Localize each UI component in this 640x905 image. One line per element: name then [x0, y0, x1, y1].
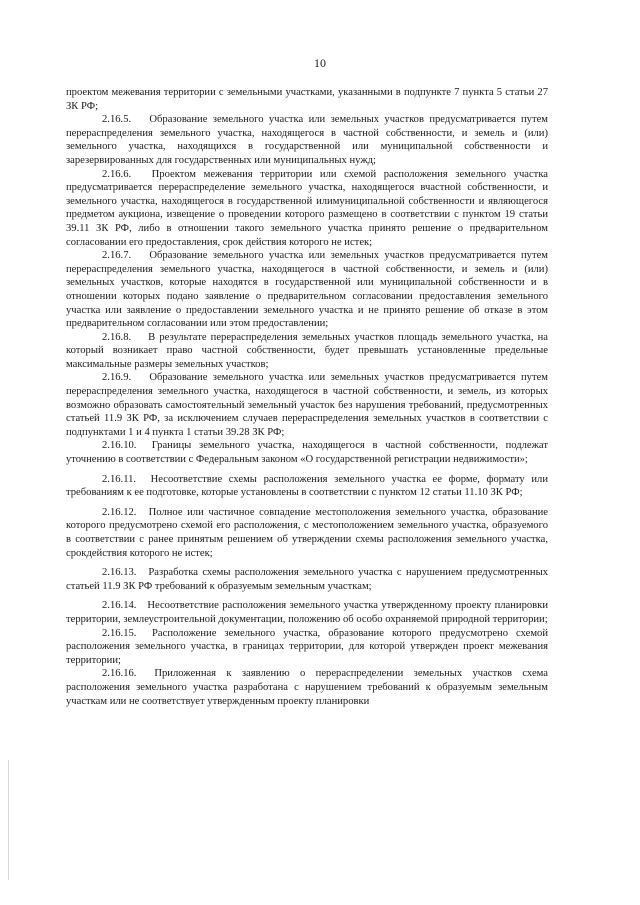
paragraph-number: 2.16.12. — [102, 506, 137, 518]
paragraph-number: 2.16.6. — [102, 168, 132, 180]
paragraph-text: проектом межевания территории с земельными участками, указанными в подпункте 7 пункта 5 статьи 27 ЗК РФ; — [66, 87, 548, 112]
paragraph-text: Несоответствие расположения земельного участка утвержденному проекту планировки территории, землеустроительной документации, положению об особо охраняемой природной территории; — [66, 600, 548, 625]
paragraph-2-16-12 — [66, 506, 548, 560]
paragraph-number: 2.16.13. — [102, 567, 137, 579]
paragraph-text: Образование земельного участка или земельных участков предусматривается путем перераспределения земельного участка, находящегося в частной собственности, и земель и (или) земельных участков, которые находятся в государственной или муниципальной собственности и в отношении которых подано заявление о предварительном согласовании предоставления земельного участка или заявление о предоставлении земельного участка и не принято решение об отказе в этом предварительном согласовании или этом предоставлении; — [66, 250, 548, 330]
paragraph-number: 2.16.11. — [102, 473, 137, 485]
paragraph-2-16-16 — [66, 667, 548, 708]
paragraph-number: 2.16.15. — [102, 627, 137, 639]
paragraph-number: 2.16.7. — [102, 250, 132, 262]
paragraph-2-16-7 — [66, 249, 548, 331]
paragraph-number: 2.16.9. — [102, 372, 132, 384]
paragraph-text: В результате перераспределения земельных участков площадь земельного участка, на который возникает право частной собственности, будет превышать установленные предельные максимальные размеры земельных участков; — [66, 331, 548, 370]
paragraph-text: Расположение земельного участка, образование которого предусмотрено схемой расположения земельного участка, в границах территории, для которой утвержден проект межевания территории; — [66, 627, 548, 666]
paragraph-text: Проектом межевания территории или схемой расположения земельного участка предусматривается перераспределение земельного участка, находящегося вчастной собственности, и земельного участка, находящегося в государственной илимуниципальной собственности и являющегося предметом аукциона, извещение о проведении которого размещено в соответствии с пунктом 19 статьи 39.11 ЗК РФ, либо в отношении такого земельного участка принято решение о предварительном согласовании его предоставления, срок действия которого не истек; — [66, 168, 549, 248]
paragraph-text: Разработка схемы расположения земельного участка с нарушением предусмотренных статьей 11.9 ЗК РФ требований к образуемым земельным участкам; — [66, 567, 549, 592]
paragraph-number: 2.16.8. — [102, 331, 132, 343]
paragraph-2-16-13 — [66, 566, 548, 593]
paragraph-2-16-10 — [66, 439, 548, 466]
paragraph-text: Образование земельного участка или земельных участков предусматривается путем перераспределения земельного участка, находящегося в частной собственности, и земель, из которых возможно образовать самостоятельный земельный участок без нарушения требований, предусмотренных статьей 11.9 ЗК РФ, за исключением случаев перераспределения земельных участков в соответствии с подпунктами 1 и 4 пункта 1 статьи 39.28 ЗК РФ; — [66, 372, 548, 438]
paragraph-number: 2.16.14. — [102, 600, 137, 612]
page-number: 10 — [314, 56, 326, 70]
scan-edge-line — [8, 760, 9, 880]
paragraph-2-16-14 — [66, 599, 548, 626]
paragraph-number: 2.16.10. — [102, 440, 137, 452]
paragraph-text: Полное или частичное совпадение местоположения земельного участка, образование которого предусмотрено схемой его расположения, с местоположением земельного участка, образуемого в соответствии с ранее принятым решением об утверждении схемы расположения земельного участка, срокдействия которого не истек; — [66, 506, 548, 559]
paragraph-2-16-9 — [66, 371, 548, 439]
paragraph-text: Образование земельного участка или земельных участков предусматривается путем перераспределения земельного участка, находящегося в частной собственности, и земель и (или) земельного участка, находящихся в государственной или муниципальной собственности и зарезервированных для государственных или муниципальных нужд; — [66, 114, 548, 166]
paragraph-number: 2.16.16. — [102, 668, 137, 680]
paragraph-2-16-15 — [66, 627, 548, 668]
paragraph-2-16-6 — [66, 168, 548, 250]
paragraph-continuation — [66, 86, 548, 113]
paragraph-2-16-5 — [66, 113, 548, 167]
paragraph-text: Приложенная к заявлению о перераспределении земельных участков схема расположения земельного участка разработана с нарушением требований к образуемым земельным участкам или не соответствует утвержденным проекту планировки — [66, 668, 548, 707]
paragraph-number: 2.16.5. — [102, 114, 132, 126]
paragraph-2-16-11 — [66, 473, 548, 500]
paragraph-text: Несоответствие схемы расположения земельного участка ее форме, формату или требованиям к ее подготовке, которые установлены в соответствии с пунктом 12 статьи 11.10 ЗК РФ; — [66, 473, 548, 499]
document-body — [66, 86, 548, 708]
paragraph-text: Границы земельного участка, находящегося в частной собственности, подлежат уточнению в соответствии с Федеральным законом «О государственной регистрации недвижимости»; — [66, 440, 548, 466]
paragraph-2-16-8 — [66, 331, 548, 372]
